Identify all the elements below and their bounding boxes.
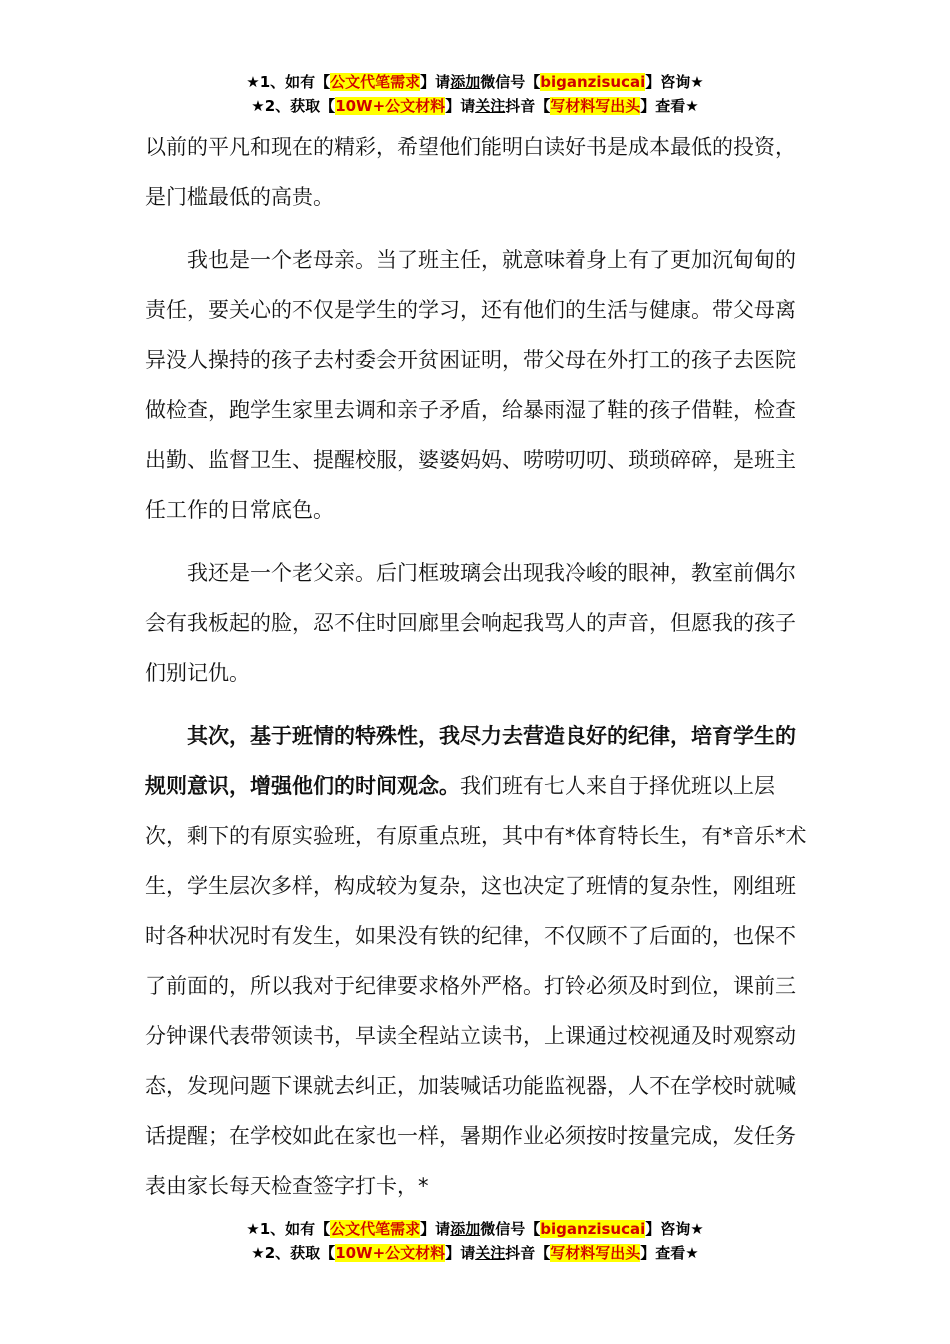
- underlined-text: 关注: [475, 1244, 506, 1262]
- header-banner-bottom: [0, 1217, 950, 1265]
- banner-text: ★1、如有【: [246, 73, 331, 91]
- highlight-wechat-id: biganzisucai: [540, 73, 646, 91]
- highlight-douyin-id: 写材料写出头: [550, 1244, 641, 1262]
- underlined-text: 关注: [475, 97, 506, 115]
- banner-text: ★2、获取【: [251, 1244, 336, 1262]
- banner-line-1: [0, 70, 950, 94]
- header-banner-top: [0, 70, 950, 118]
- banner-text: 】请: [445, 97, 476, 115]
- banner-text: 】请: [445, 1244, 476, 1262]
- banner-line-1: [0, 1217, 950, 1241]
- banner-text: 】请: [420, 73, 451, 91]
- paragraph-4-text: 我们班有七人来自于择优班以上层次，剩下的有原实验班，有原重点班，其中有*体育特长生，有*音乐*术生，学生层次多样，构成较为复杂，这也决定了班情的复杂性，刚组班时各种状况时有发生，如果没有铁的纪律，不仅顾不了后面的，也保不了前面的，所以我对于纪律要求格外严格。打铃必须及时到位，课前三分钟课代表带领读书，早读全程站立读书，上课通过校视通及时观察动态，发现问题下课就去纠正，加装喊话功能监视器，人不在学校时就喊话提醒；在学校如此在家也一样，暑期作业必须按时按量完成，发任务表由家长每天检查签字打卡，*: [145, 774, 807, 1198]
- banner-text: 】咨询★: [645, 73, 704, 91]
- highlight-service: 公文代笔需求: [330, 1220, 421, 1238]
- banner-text: 】查看★: [640, 97, 699, 115]
- highlight-wechat-id: biganzisucai: [540, 1220, 646, 1238]
- banner-text: 】请: [420, 1220, 451, 1238]
- document-body: [145, 122, 810, 1211]
- underlined-text: 添加: [450, 73, 481, 91]
- highlight-materials: 10W+公文材料: [335, 97, 446, 115]
- highlight-douyin-id: 写材料写出头: [550, 97, 641, 115]
- paragraph-4: [145, 711, 810, 1211]
- paragraph-4-bold-lead: 其次，基于班情的特殊性，我尽力去营造良好的纪律，培育学生的规则意识，增强他们的时间观念。: [145, 724, 796, 798]
- banner-text: 】查看★: [640, 1244, 699, 1262]
- highlight-materials: 10W+公文材料: [335, 1244, 446, 1262]
- banner-text: 微信号【: [480, 73, 541, 91]
- banner-line-2: [0, 1241, 950, 1265]
- highlight-service: 公文代笔需求: [330, 73, 421, 91]
- banner-text: 抖音【: [505, 1244, 551, 1262]
- banner-text: 微信号【: [480, 1220, 541, 1238]
- banner-text: ★2、获取【: [251, 97, 336, 115]
- banner-line-2: [0, 94, 950, 118]
- banner-text: 】咨询★: [645, 1220, 704, 1238]
- paragraph-1: 以前的平凡和现在的精彩，希望他们能明白读好书是成本最低的投资，是门槛最低的高贵。: [145, 135, 796, 209]
- underlined-text: 添加: [450, 1220, 481, 1238]
- paragraph-2: 我也是一个老母亲。当了班主任，就意味着身上有了更加沉甸甸的责任，要关心的不仅是学生的学习，还有他们的生活与健康。带父母离异没人操持的孩子去村委会开贫困证明，带父母在外打工的孩子去医院做检查，跑学生家里去调和亲子矛盾，给暴雨湿了鞋的孩子借鞋，检查出勤、监督卫生、提醒校服，婆婆妈妈、唠唠叨叨、琐琐碎碎，是班主任工作的日常底色。: [145, 248, 796, 522]
- banner-text: ★1、如有【: [246, 1220, 331, 1238]
- paragraph-3: 我还是一个老父亲。后门框玻璃会出现我冷峻的眼神，教室前偶尔会有我板起的脸，忍不住时回廊里会响起我骂人的声音，但愿我的孩子们别记仇。: [145, 561, 796, 685]
- banner-text: 抖音【: [505, 97, 551, 115]
